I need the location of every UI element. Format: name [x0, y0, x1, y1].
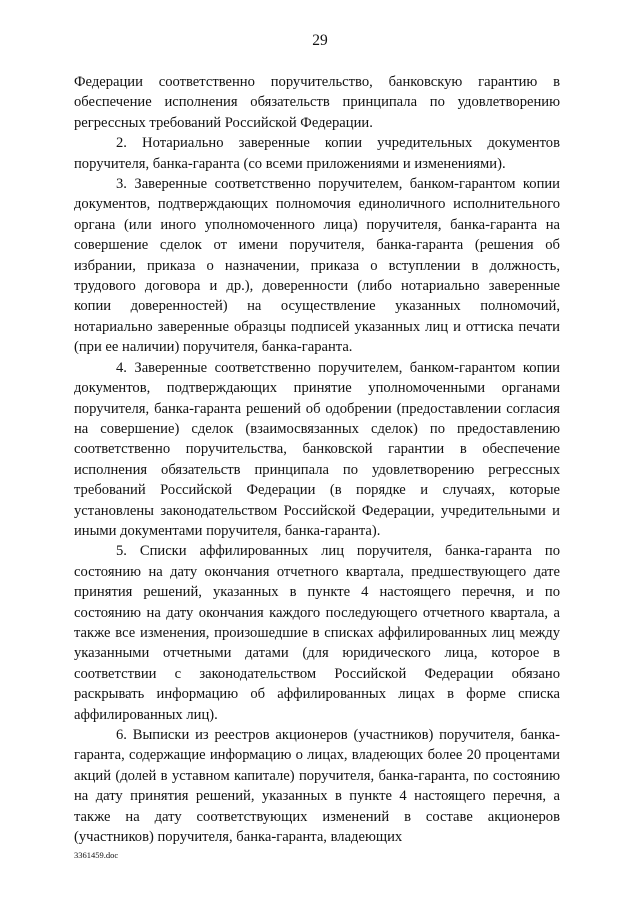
paragraph-item-6: 6. Выписки из реестров акционеров (участников) поручителя, банка-гаранта, содержащие информацию о лицах, владеющих более 20 процентами акций (долей в уставном капитале) поручителя, банка-гаранта, по состоянию на дату принятия решений, указанных в пункте 4 настоящего перечня, а также на дату соответствующих изменений в составе акционеров (участников) поручителя, банка-гаранта, владеющих [74, 727, 560, 846]
paragraph-item-4: 4. Заверенные соответственно поручителем, банком-гарантом копии документов, подтверждающих принятие уполномоченными органами поручителя, банка-гаранта решений об одобрении (предоставлении согласия на совершение) сделок (взаимосвязанных сделок) по предоставлению соответственно поручительства, банковской гарантии в обеспечение исполнения обязательств принципала по удовлетворению регрессных требований Российской Федерации (в порядке и случаях, которые установлены законодательством Российской Федерации, учредительными и иными документами поручителя, банка-гаранта). [74, 359, 560, 539]
paragraph-item-2: 2. Нотариально заверенные копии учредительных документов поручителя, банка-гаранта (со всеми приложениями и изменениями). [74, 135, 560, 172]
document-body [74, 72, 560, 847]
paragraph-continuation: Федерации соответственно поручительство, банковскую гарантию в обеспечение исполнения обязательств принципала по удовлетворению регрессных требований Российской Федерации. [74, 74, 560, 131]
paragraph-item-3: 3. Заверенные соответственно поручителем, банком-гарантом копии документов, подтверждающих полномочия единоличного исполнительного органа (или иного уполномоченного лица) поручителя, банка-гаранта на совершение сделок от имени поручителя, банка-гаранта (решения об избрании, приказа о назначении, приказа о вступлении в должность, трудового договора и др.), доверенности (либо нотариально заверенные копии доверенностей) на осуществление указанных полномочий, нотариально заверенные образцы подписей указанных лиц и оттиска печати (при ее наличии) поручителя, банка-гаранта. [74, 176, 560, 356]
page-number: 29 [312, 32, 328, 49]
paragraph-item-5: 5. Списки аффилированных лиц поручителя, банка-гаранта по состоянию на дату окончания отчетного квартала, предшествующего дате принятия решений, указанных в пункте 4 настоящего перечня, и по состоянию на дату окончания каждого последующего отчетного квартала, а также все изменения, произошедшие в списках аффилированных лиц между указанными отчетными датами (для юридического лица, которое в соответствии с законодательством Российской Федерации обязано раскрывать информацию об аффилированных лицах в форме списка аффилированных лиц). [74, 543, 560, 723]
document-file-name: 3361459.doc [74, 850, 119, 860]
